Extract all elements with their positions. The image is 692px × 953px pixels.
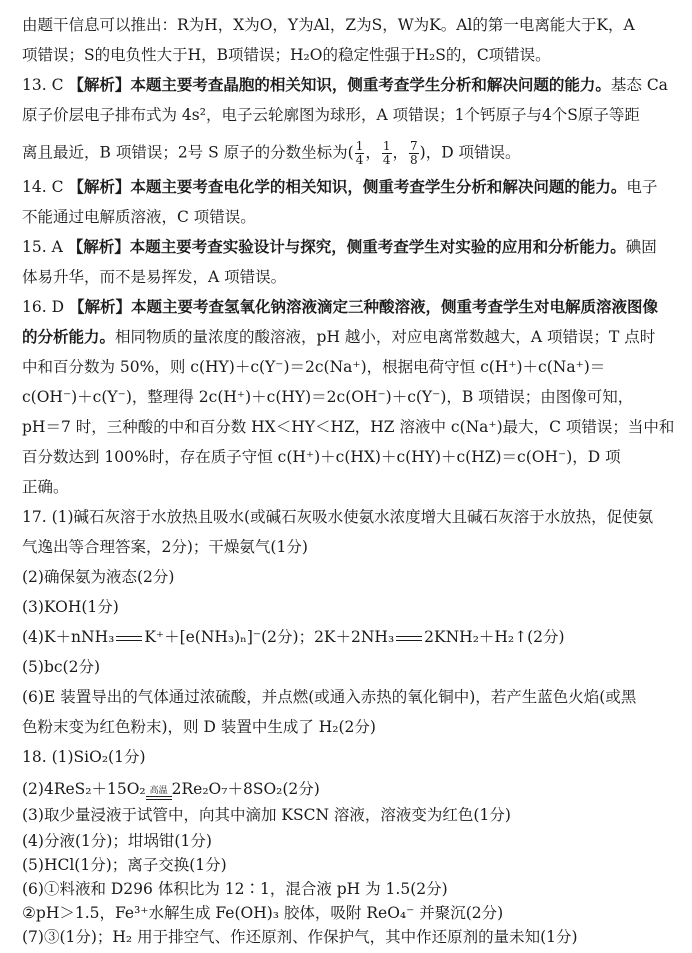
text-line: 中和百分数为 50%，则 c(HY)＋c(Y⁻)＝2c(Na⁺)，根据电荷守恒 c(H⁺)＋c(Na⁺)＝ <box>22 358 606 376</box>
text-line: (2)确保氨为液态(2分) <box>22 568 175 586</box>
text-line: 色粉末变为红色粉末)，则 D 装置中生成了 H₂(2分) <box>22 718 376 736</box>
reaction-condition: 高温 <box>146 786 172 800</box>
text-line: (4)K＋nNH₃ K⁺＋[e(NH₃)ₙ]⁻(2分)；2K＋2NH₃ 2KNH₂＋H₂↑(2分) <box>22 628 565 646</box>
text-line: (2)4ReS₂＋15O₂ 高温 2Re₂O₇＋8SO₂(2分) <box>22 780 320 798</box>
text-line: 离且最近，B 项错误；2号 S 原子的分数坐标为( $\frac{1}{4}$ ， $\frac{1}{4}$ ， $\frac{7}{8}$ )，D 项错误。 <box>22 139 521 167</box>
answer-15-line: 15. A 【解析】本题主要考查实验设计与探究，侧重考查学生对实验的应用和分析能力。碘固 <box>22 237 657 256</box>
equals-sign <box>396 636 422 641</box>
text-line: (6)E 装置导出的气体通过浓硫酸，并点燃(或通入赤热的氧化铜中)，若产生蓝色火焰(或黑 <box>22 688 637 706</box>
text-line: 项错误；S的电负性大于H，B项错误；H₂O的稳定性强于H₂S的，C项错误。 <box>22 46 551 64</box>
text-line: 由题干信息可以推出：R为H，X为O，Y为Al，Z为S，W为K。Al的第一电离能大于K，A <box>22 16 635 34</box>
fraction: $\frac{1}{4}$ <box>355 139 364 167</box>
text-line: (5)HCl(1分)；离子交换(1分) <box>22 856 227 874</box>
text-line: pH＝7 时，三种酸的中和百分数 HX＜HY＜HZ，HZ 溶液中 c(Na⁺)最大，C 项错误；当中和 <box>22 418 675 436</box>
text-line: 原子价层电子排布式为 4s²，电子云轮廓图为球形，A 项错误；1个钙原子与4个S原子等距 <box>22 106 640 124</box>
fraction: $\frac{7}{8}$ <box>410 139 418 167</box>
equals-sign <box>116 636 142 641</box>
text-line: 不能通过电解质溶液，C 项错误。 <box>22 208 256 226</box>
text-line: 正确。 <box>22 478 69 496</box>
text-line: (5)bc(2分) <box>22 658 101 676</box>
text-line: (3)KOH(1分) <box>22 598 119 616</box>
text-line: (4)分液(1分)；坩埚钳(1分) <box>22 832 212 850</box>
text-line: 的分析能力。相同物质的量浓度的酸溶液，pH 越小，对应电离常数越大，A 项错误；T 点时 <box>22 327 656 346</box>
answer-17-line: 17. (1)碱石灰溶于水放热且吸水(或碱石灰吸水使氨水浓度增大且碱石灰溶于水放热，促使氨 <box>22 508 654 526</box>
fraction: $\frac{1}{4}$ <box>382 139 391 167</box>
answer-16-line: 16. D 【解析】本题主要考查氢氧化钠溶液滴定三种酸溶液，侧重考查学生对电解质溶液图像 <box>22 297 658 316</box>
text-line: (7)③(1分)；H₂ 用于排空气、作还原剂、作保护气，其中作还原剂的量未知(1分) <box>22 928 578 946</box>
answer-18-line: 18. (1)SiO₂(1分) <box>22 748 146 766</box>
text-line: (6)①料液和 D296 体积比为 12∶1，混合液 pH 为 1.5(2分) <box>22 880 448 898</box>
text-line: 气逸出等合理答案，2分)；干燥氨气(1分) <box>22 538 308 556</box>
text-line: 百分数达到 100%时，存在质子守恒 c(H⁺)＋c(HX)＋c(HY)＋c(HZ)＝c(OH⁻)，D 项 <box>22 448 621 466</box>
text-line: ②pH＞1.5，Fe³⁺水解生成 Fe(OH)₃ 胶体，吸附 ReO₄⁻ 并聚沉(2分) <box>22 904 504 922</box>
text-line: (3)取少量浸液于试管中，向其中滴加 KSCN 溶液，溶液变为红色(1分) <box>22 806 511 824</box>
answer-14-line: 14. C 【解析】本题主要考查电化学的相关知识，侧重考查学生分析和解决问题的能力。电子 <box>22 177 658 196</box>
text-line: 体易升华，而不是易挥发，A 项错误。 <box>22 268 287 286</box>
answer-13-line: 13. C 【解析】本题主要考查晶胞的相关知识，侧重考查学生分析和解决问题的能力。基态 Ca <box>22 75 668 94</box>
text-line: c(OH⁻)＋c(Y⁻)，整理得 2c(H⁺)＋c(HY)＝2c(OH⁻)＋c(Y⁻)，B 项错误；由图像可知， <box>22 388 634 406</box>
